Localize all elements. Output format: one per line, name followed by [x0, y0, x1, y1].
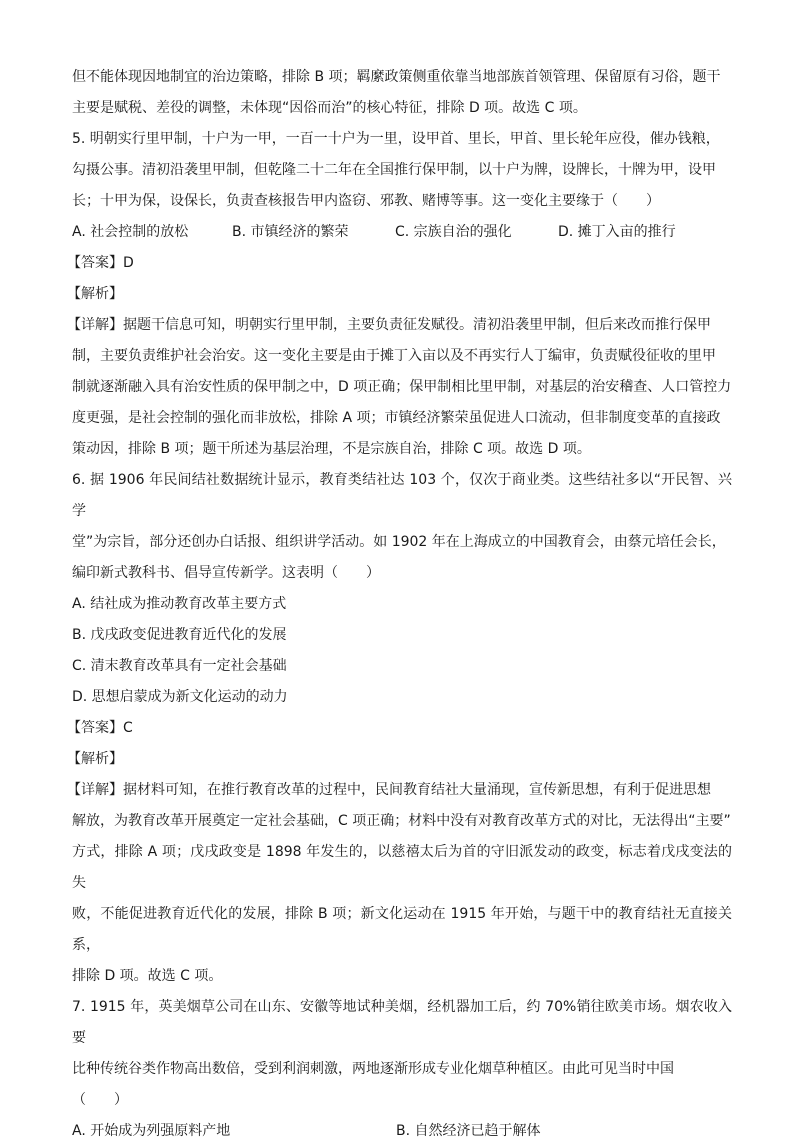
question-5-detail: 制，主要负责维护社会治安。这一变化主要是由于摊丁入亩以及不再实行人丁编审，负责赋役征收的里甲 [72, 348, 716, 364]
question-6-detail: 排除 D 项。故选 C 项。 [72, 968, 223, 984]
question-5-option-d: D. 摊丁入亩的推行 [558, 224, 676, 240]
question-5-analysis-label: 【解析】 [67, 286, 123, 302]
question-6-stem: 堂”为宗旨，部分还创办白话报、组织讲学活动。如 1902 年在上海成立的中国教育会，由蔡元培任会长， [72, 534, 726, 550]
question-5-stem: 勾摄公事。清初沿袭里甲制，但乾隆二十二年在全国推行保甲制，以十户为牌，设牌长，十牌为甲，设甲 [72, 162, 716, 178]
question-5-detail: 制就逐渐融入具有治安性质的保甲制之中，D 项正确；保甲制相比里甲制，对基层的治安稽查、人口管控力 [72, 379, 732, 395]
question-5-detail: 策动因，排除 B 项；题干所述为基层治理，不是宗族自治，排除 C 项。故选 D 项。 [72, 441, 591, 457]
question-5-option-a: A. 社会控制的放松 [72, 224, 189, 240]
question-7-stem: 7. 1915 年，英美烟草公司在山东、安徽等地试种美烟，经机器加工后，约 70%销往欧美市场。烟农收入要 [72, 999, 732, 1046]
question-6-analysis-label: 【解析】 [67, 751, 123, 767]
question-6-option-a: A. 结社成为推动教育改革主要方式 [72, 596, 287, 612]
question-5-stem: 长；十甲为保，设保长，负责查核报告甲内盗窃、邪教、赌博等事。这一变化主要缘于（ ） [72, 193, 660, 209]
question-5-option-c: C. 宗族自治的强化 [395, 224, 512, 240]
question-5-answer: 【答案】D [67, 255, 134, 271]
question-6-option-c: C. 清末教育改革具有一定社会基础 [72, 658, 287, 674]
question-7-stem: 比种传统谷类作物高出数倍，受到利润刺激，两地逐渐形成专业化烟草种植区。由此可见当时中国 [72, 1061, 674, 1077]
question-7-stem: （ ） [72, 1092, 128, 1108]
question-5-stem: 5. 明朝实行里甲制，十户为一甲，一百一十户为一里，设甲首、里长，甲首、里长轮年应役，催办钱粮， [72, 131, 720, 147]
question-5-detail: 【详解】据题干信息可知，明朝实行里甲制，主要负责征发赋役。清初沿袭里甲制，但后来改而推行保甲 [67, 317, 711, 333]
question-5-detail: 度更强，是社会控制的强化而非放松，排除 A 项；市镇经济繁荣虽促进人口流动，但非制度变革的直接政 [72, 410, 721, 426]
question-6-option-d: D. 思想启蒙成为新文化运动的动力 [72, 689, 288, 705]
continuation-line: 主要是赋税、差役的调整，未体现“因俗而治”的核心特征，排除 D 项。故选 C 项。 [72, 100, 587, 116]
question-6-detail: 【详解】据材料可知，在推行教育改革的过程中，民间教育结社大量涌现，宣传新思想，有利于促进思想 [67, 782, 711, 798]
question-6-detail: 败，不能促进教育近代化的发展，排除 B 项；新文化运动在 1915 年开始，与题干中的教育结社无直接关系， [72, 906, 732, 953]
question-7-options [72, 1116, 732, 1147]
question-7-option-b: B. 自然经济已趋于解体 [396, 1123, 541, 1139]
question-6-detail: 解放，为教育改革开展奠定一定社会基础，C 项正确；材料中没有对教育改革方式的对比，无法得出“主要” [72, 813, 731, 829]
question-5-options [72, 217, 732, 248]
question-6-option-b: B. 戊戌政变促进教育近代化的发展 [72, 627, 287, 643]
document-page [67, 62, 732, 1147]
question-6-stem: 编印新式教科书、倡导宣传新学。这表明（ ） [72, 565, 380, 581]
question-5-option-b: B. 市镇经济的繁荣 [232, 224, 349, 240]
question-6-detail: 方式，排除 A 项；戊戌政变是 1898 年发生的，以慈禧太后为首的守旧派发动的政变，标志着戊戌变法的失 [72, 844, 732, 891]
question-6-answer: 【答案】C [67, 720, 133, 736]
question-6-stem: 6. 据 1906 年民间结社数据统计显示，教育类结社达 103 个，仅次于商业类。这些结社多以“开民智、兴学 [72, 472, 732, 519]
question-7-option-a: A. 开始成为列强原料产地 [72, 1123, 231, 1139]
continuation-line: 但不能体现因地制宜的治边策略，排除 B 项；羁縻政策侧重依靠当地部族首领管理、保留原有习俗，题干 [72, 69, 721, 85]
